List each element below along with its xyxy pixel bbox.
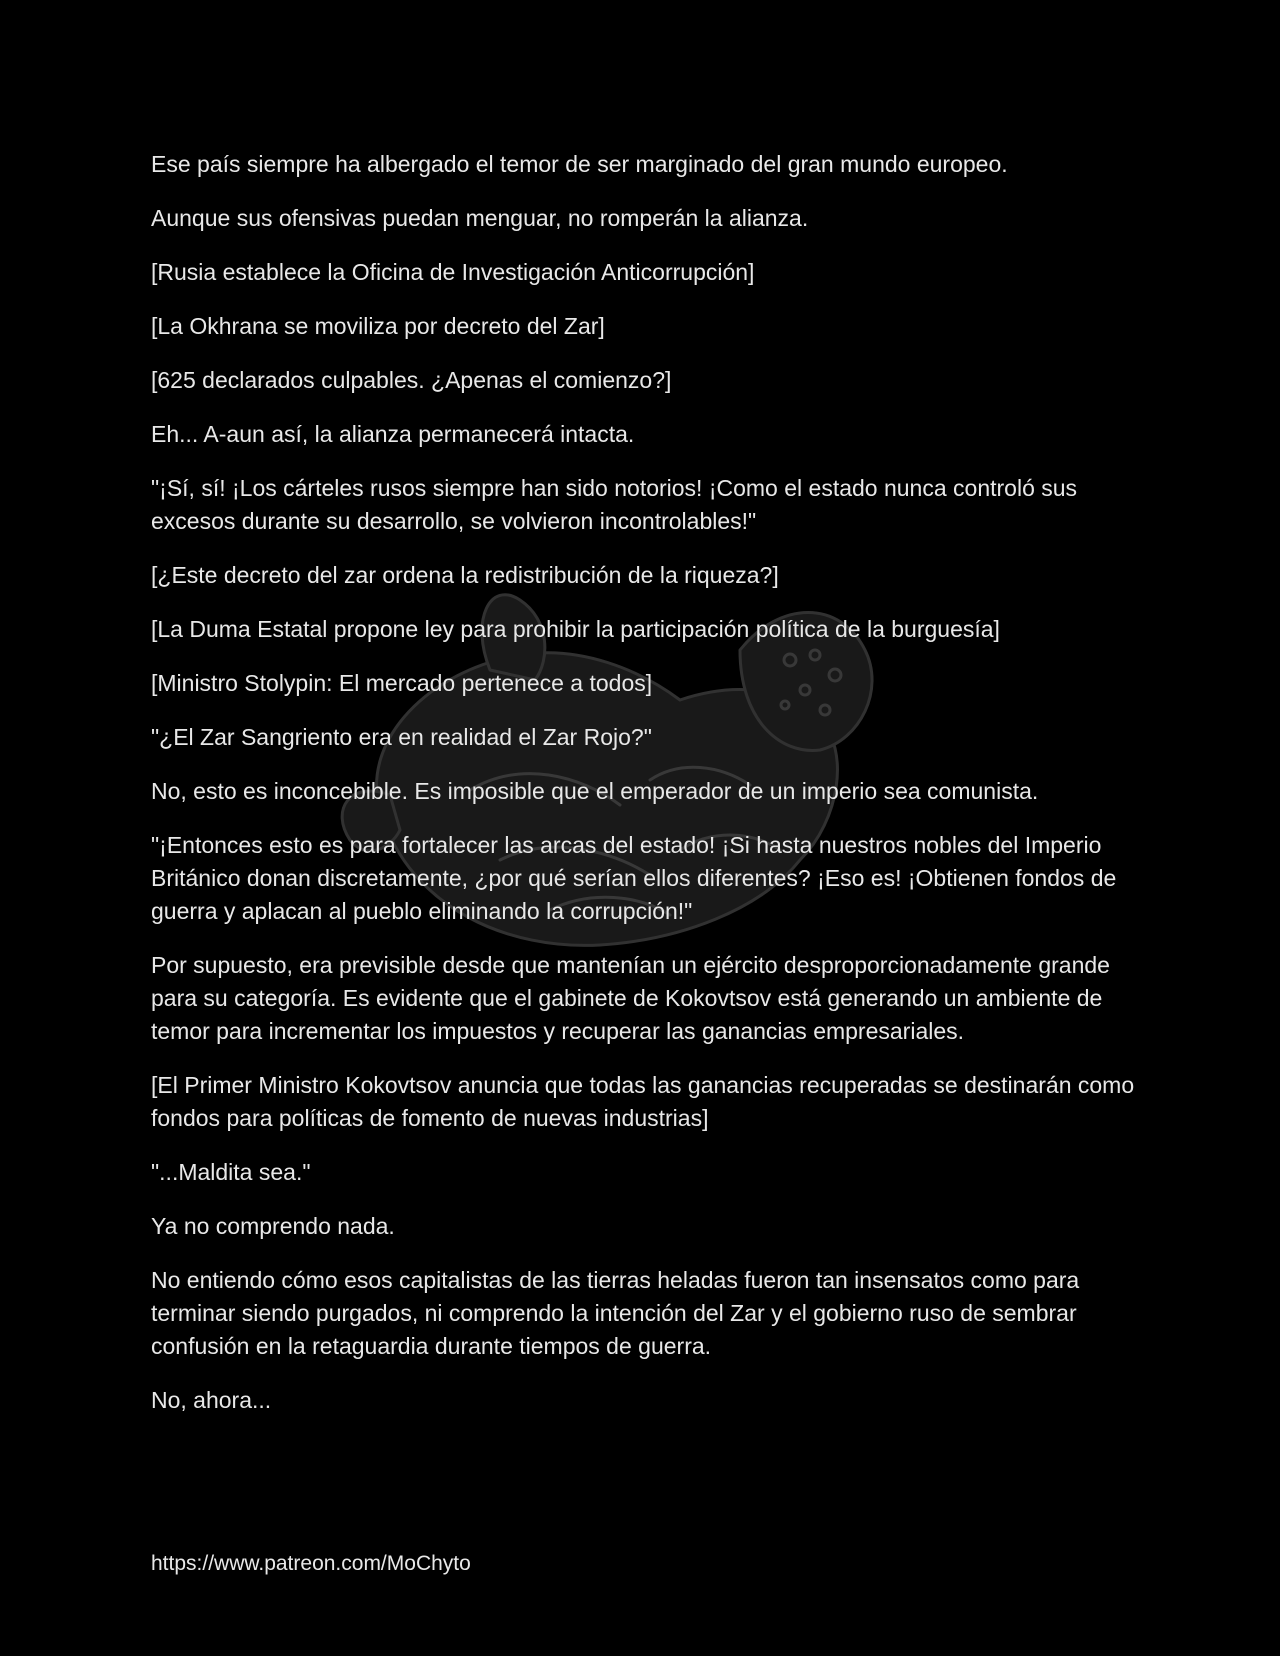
paragraph: [Rusia establece la Oficina de Investigación Anticorrupción] — [151, 259, 755, 285]
paragraph: [La Okhrana se moviliza por decreto del Zar] — [151, 313, 605, 339]
paragraph: Ya no comprendo nada. — [151, 1213, 395, 1239]
paragraph: Eh... A-aun así, la alianza permanecerá intacta. — [151, 421, 635, 447]
paragraph: No entiendo cómo esos capitalistas de las tierras heladas fueron tan insensatos como para terminar siendo purgados, ni comprendo la intención del Zar y el gobierno ruso de sembrar confusión en la retaguardia durante tiempos de guerra. — [151, 1267, 1080, 1359]
paragraph: Aunque sus ofensivas puedan menguar, no romperán la alianza. — [151, 205, 809, 231]
paragraph: Ese país siempre ha albergado el temor de ser marginado del gran mundo europeo. — [151, 151, 1008, 177]
document-body — [151, 148, 1141, 1438]
paragraph: No, ahora... — [151, 1387, 272, 1413]
paragraph: No, esto es inconcebible. Es imposible que el emperador de un imperio sea comunista. — [151, 778, 1039, 804]
paragraph: [Ministro Stolypin: El mercado pertenece a todos] — [151, 670, 653, 696]
patreon-link[interactable]: https://www.patreon.com/MoChyto — [151, 1552, 471, 1575]
paragraph: Por supuesto, era previsible desde que mantenían un ejército desproporcionadamente grande para su categoría. Es evidente que el gabinete de Kokovtsov está generando un ambiente de temor para incrementar los impuestos y recuperar las ganancias empresariales. — [151, 952, 1110, 1044]
paragraph: "¿El Zar Sangriento era en realidad el Zar Rojo?" — [151, 724, 652, 750]
paragraph: "...Maldita sea." — [151, 1159, 311, 1185]
paragraph: [El Primer Ministro Kokovtsov anuncia que todas las ganancias recuperadas se destinarán como fondos para políticas de fomento de nuevas industrias] — [151, 1072, 1135, 1131]
paragraph: "¡Sí, sí! ¡Los cárteles rusos siempre han sido notorios! ¡Como el estado nunca controló sus excesos durante su desarrollo, se volvieron incontrolables!" — [151, 475, 1078, 534]
paragraph: [La Duma Estatal propone ley para prohibir la participación política de la burguesía] — [151, 616, 1000, 642]
paragraph: "¡Entonces esto es para fortalecer las arcas del estado! ¡Si hasta nuestros nobles del Imperio Británico donan discretamente, ¿por qué serían ellos diferentes? ¡Eso es! ¡Obtienen fondos de guerra y aplacan al pueblo eliminando la corrupción!" — [151, 832, 1117, 924]
paragraph: [625 declarados culpables. ¿Apenas el comienzo?] — [151, 367, 672, 393]
paragraph: [¿Este decreto del zar ordena la redistribución de la riqueza?] — [151, 562, 779, 588]
